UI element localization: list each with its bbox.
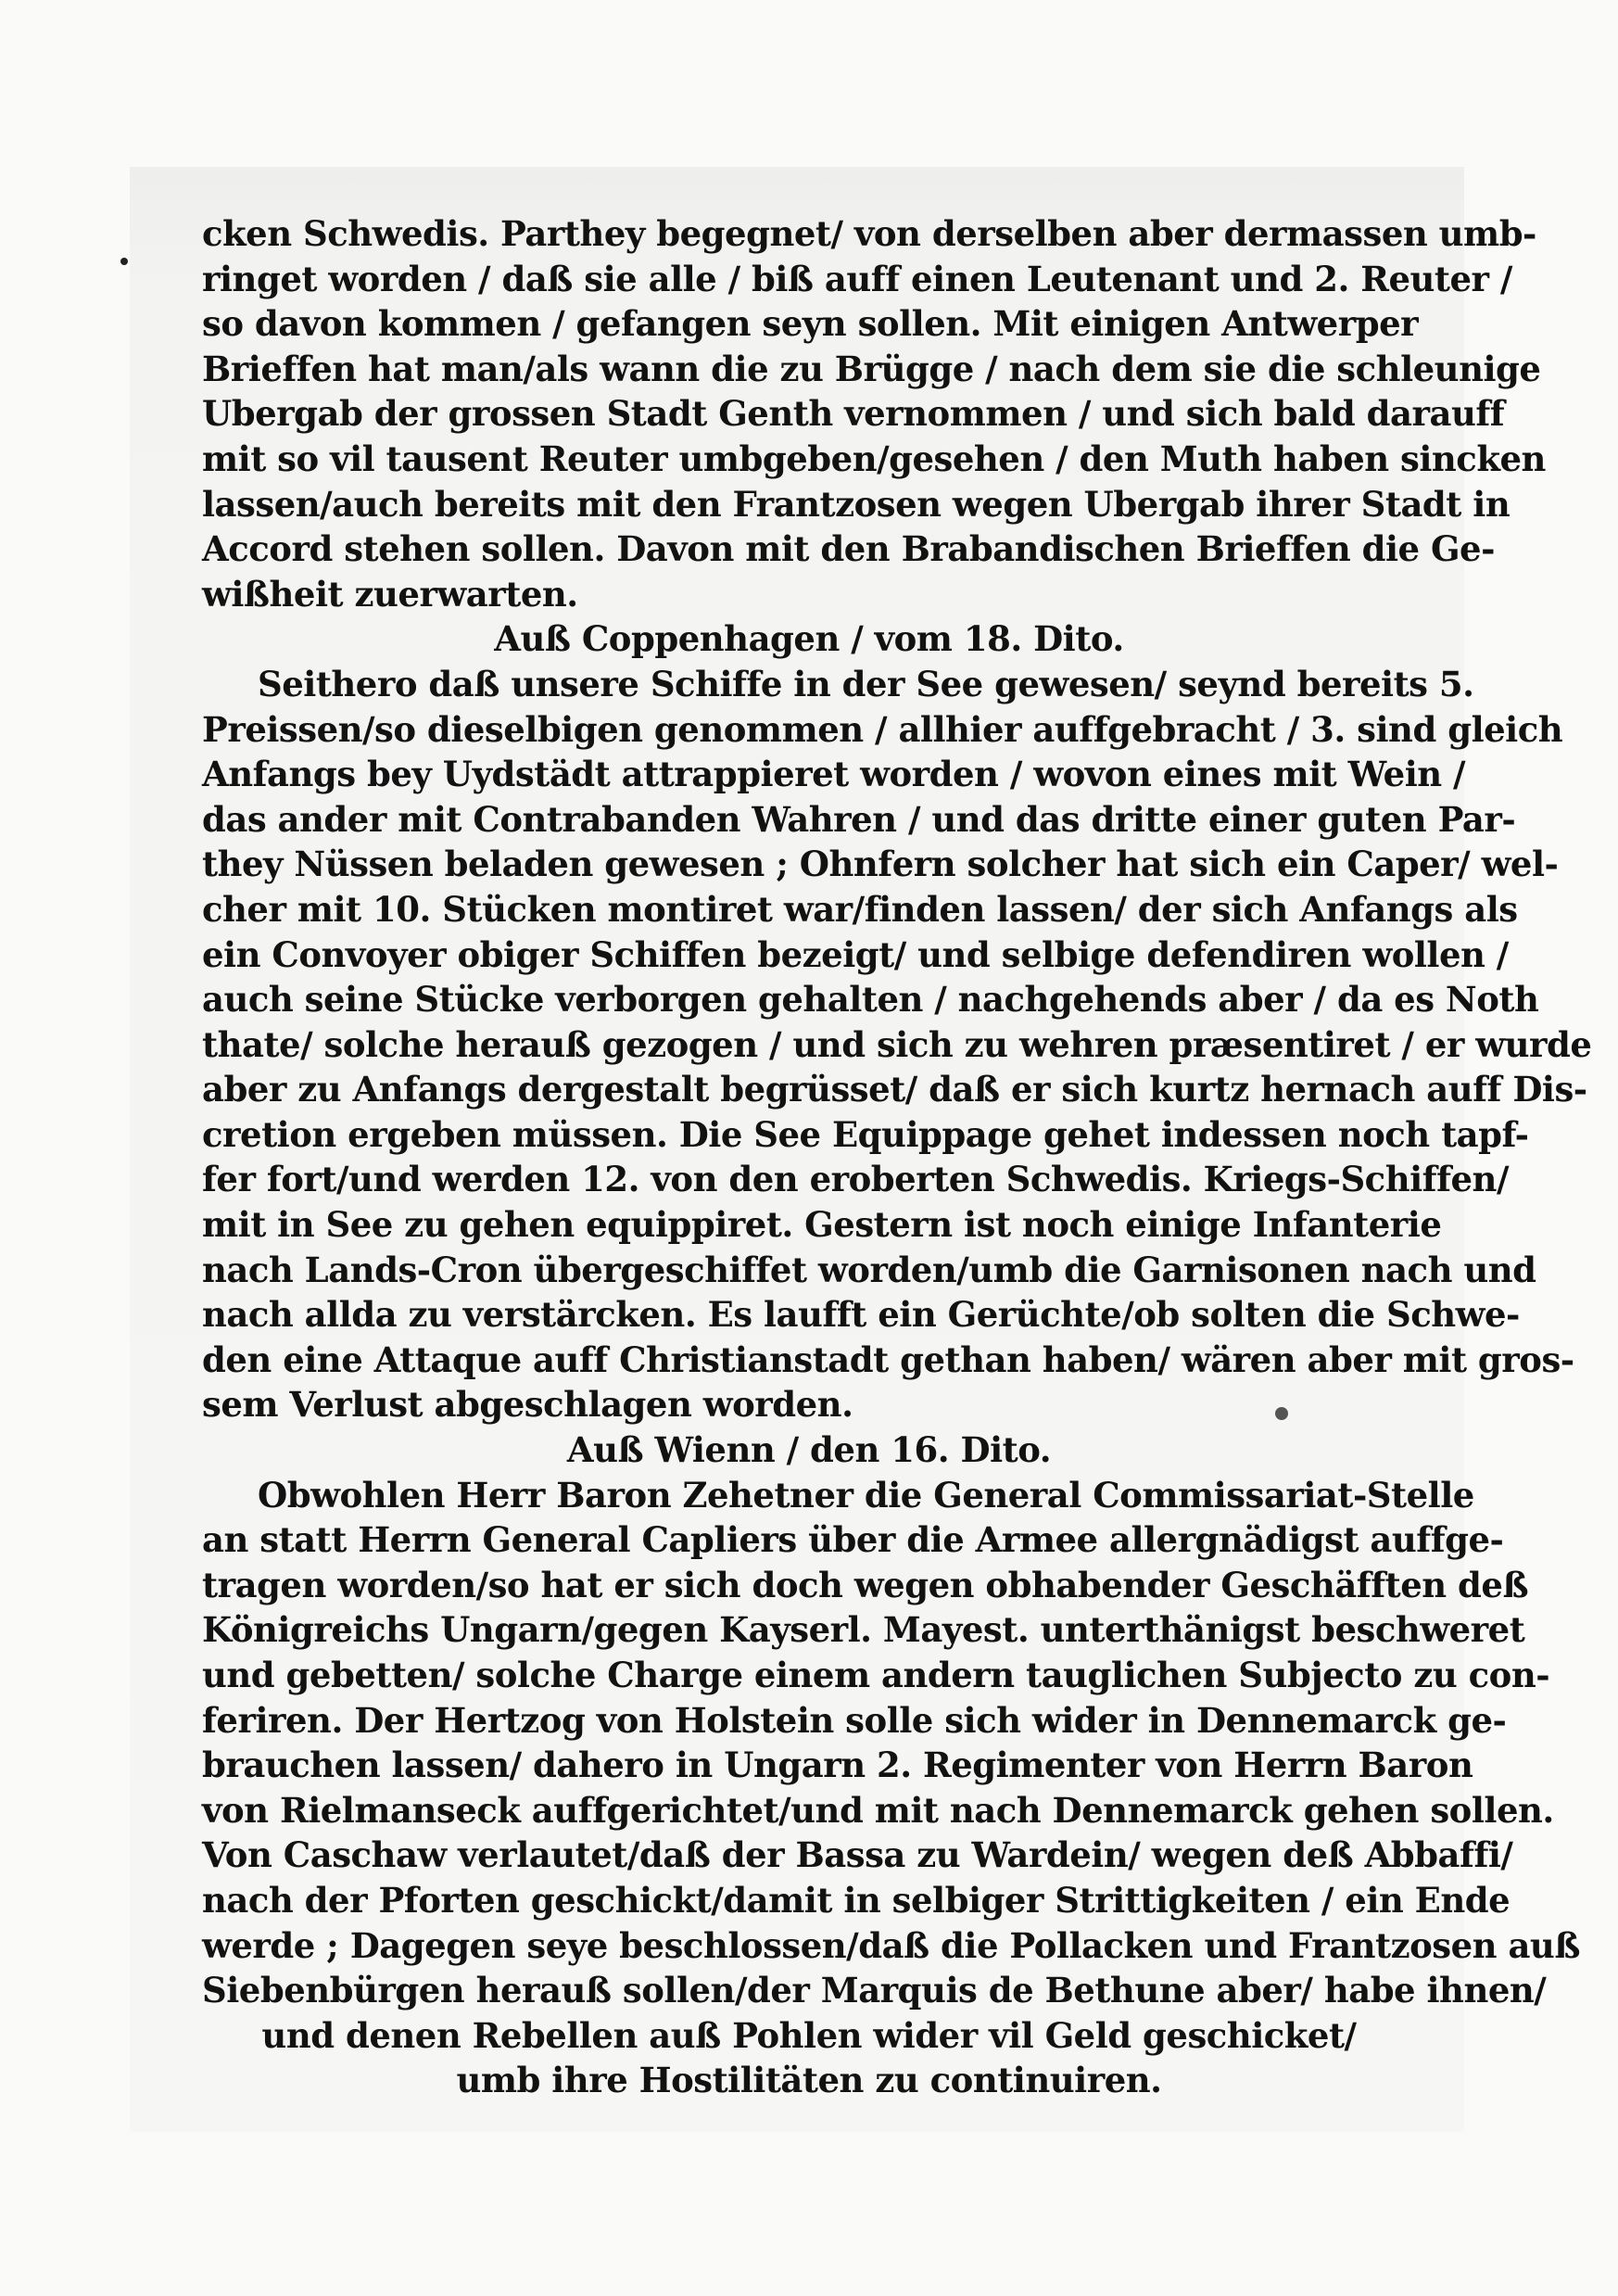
- text-line: wißheit zuerwarten.: [202, 573, 578, 615]
- text-line: brauchen lassen/ dahero in Ungarn 2. Regimenter von Herrn Baron: [202, 1744, 1473, 1786]
- paragraph-2: [202, 662, 1592, 1427]
- text-line: mit in See zu gehen equippiret. Gestern ist noch einige Infanterie: [202, 1204, 1442, 1246]
- paragraph-1: [202, 211, 1546, 616]
- text-line: Accord stehen sollen. Davon mit den Brabandischen Brieffen die Ge-: [202, 528, 1495, 570]
- text-line: ringet worden / daß sie alle / biß auff einen Leutenant und 2. Reuter /: [202, 258, 1512, 299]
- closing-lines: [202, 2013, 1416, 2103]
- text-line: nach der Pforten geschickt/damit in selbiger Strittigkeiten / ein Ende: [202, 1879, 1511, 1921]
- text-line: Ubergab der grossen Stadt Genth vernommen / und sich bald darauff: [202, 393, 1505, 435]
- text-line: Anfangs bey Uydstädt attrappieret worden / wovon eines mit Wein /: [202, 754, 1466, 795]
- paragraph-3: [202, 1473, 1580, 2013]
- text-line: Obwohlen Herr Baron Zehetner die General Commissariat-Stelle: [258, 1474, 1474, 1516]
- text-line: they Nüssen beladen gewesen ; Ohnfern solcher hat sich ein Caper/ wel-: [202, 844, 1559, 885]
- section-heading-copenhagen: Auß Coppenhagen / vom 18. Dito.: [494, 618, 1124, 660]
- text-line: sem Verlust abgeschlagen worden.: [202, 1384, 853, 1426]
- text-line: Von Caschaw verlautet/daß der Bassa zu Wardein/ wegen deß Abbaffi/: [202, 1834, 1513, 1876]
- text-line: fer fort/und werden 12. von den eroberten Schwedis. Kriegs-Schiffen/: [202, 1159, 1509, 1200]
- text-line: Preissen/so dieselbigen genommen / allhier auffgebracht / 3. sind gleich: [202, 708, 1563, 750]
- text-line: von Rielmanseck auffgerichtet/und mit nach Dennemarck gehen sollen.: [202, 1789, 1554, 1831]
- margin-mark: [120, 258, 128, 265]
- text-line: tragen worden/so hat er sich doch wegen obhabender Geschäfften deß: [202, 1564, 1529, 1605]
- text-line: Brieffen hat man/als wann die zu Brügge / nach dem sie die schleunige: [202, 348, 1541, 389]
- text-line: nach Lands-Cron übergeschiffet worden/umb die Garnisonen nach und: [202, 1249, 1536, 1290]
- text-line: an statt Herrn General Capliers über die Armee allergnädigst auffge-: [202, 1519, 1504, 1561]
- text-block: [202, 211, 1592, 2103]
- text-line: cretion ergeben müssen. Die See Equippage gehet indessen noch tapf-: [202, 1113, 1529, 1155]
- text-line: ein Convoyer obiger Schiffen bezeigt/ und selbige defendiren wollen /: [202, 933, 1509, 975]
- text-line: das ander mit Contrabanden Wahren / und das dritte einer guten Par-: [202, 798, 1516, 840]
- text-line: werde ; Dagegen seye beschlossen/daß die Pollacken und Frantzosen auß: [202, 1924, 1580, 1966]
- text-line: nach allda zu verstärcken. Es laufft ein Gerüchte/ob solten die Schwe-: [202, 1294, 1520, 1336]
- text-line: den eine Attaque auff Christianstadt gethan haben/ wären aber mit gros-: [202, 1338, 1574, 1380]
- text-line: lassen/auch bereits mit den Frantzosen wegen Ubergab ihrer Stadt in: [202, 483, 1511, 525]
- text-line: feriren. Der Hertzog von Holstein solle sich wider in Dennemarck ge-: [202, 1699, 1507, 1741]
- section-heading-vienna: Auß Wienn / den 16. Dito.: [566, 1429, 1052, 1471]
- text-line: cher mit 10. Stücken montiret war/finden lassen/ der sich Anfangs als: [202, 888, 1518, 930]
- text-line: und denen Rebellen auß Pohlen wider vil Geld geschicket/: [261, 2014, 1357, 2056]
- text-line: Siebenbürgen herauß sollen/der Marquis de Bethune aber/ habe ihnen/: [202, 1970, 1547, 2011]
- text-line: Königreichs Ungarn/gegen Kayserl. Mayest. unterthänigst beschweret: [202, 1609, 1525, 1651]
- text-line: thate/ solche herauß gezogen / und sich zu wehren præsentiret / er wurde: [202, 1023, 1592, 1065]
- text-line: mit so vil tausent Reuter umbgeben/gesehen / den Muth haben sincken: [202, 438, 1546, 479]
- text-line: und gebetten/ solche Charge einem andern tauglichen Subjecto zu con-: [202, 1655, 1550, 1695]
- text-line: aber zu Anfangs dergestalt begrüsset/ daß er sich kurtz hernach auff Dis-: [202, 1069, 1587, 1110]
- text-line: umb ihre Hostilitäten zu continuiren.: [456, 2060, 1162, 2101]
- text-line: so davon kommen / gefangen seyn sollen. Mit einigen Antwerper: [202, 303, 1419, 345]
- text-line: Seithero daß unsere Schiffe in der See gewesen/ seynd bereits 5.: [258, 663, 1474, 704]
- text-line: cken Schwedis. Parthey begegnet/ von derselben aber dermassen umb-: [202, 213, 1536, 254]
- text-line: auch seine Stücke verborgen gehalten / nachgehends aber / da es Noth: [202, 979, 1539, 1021]
